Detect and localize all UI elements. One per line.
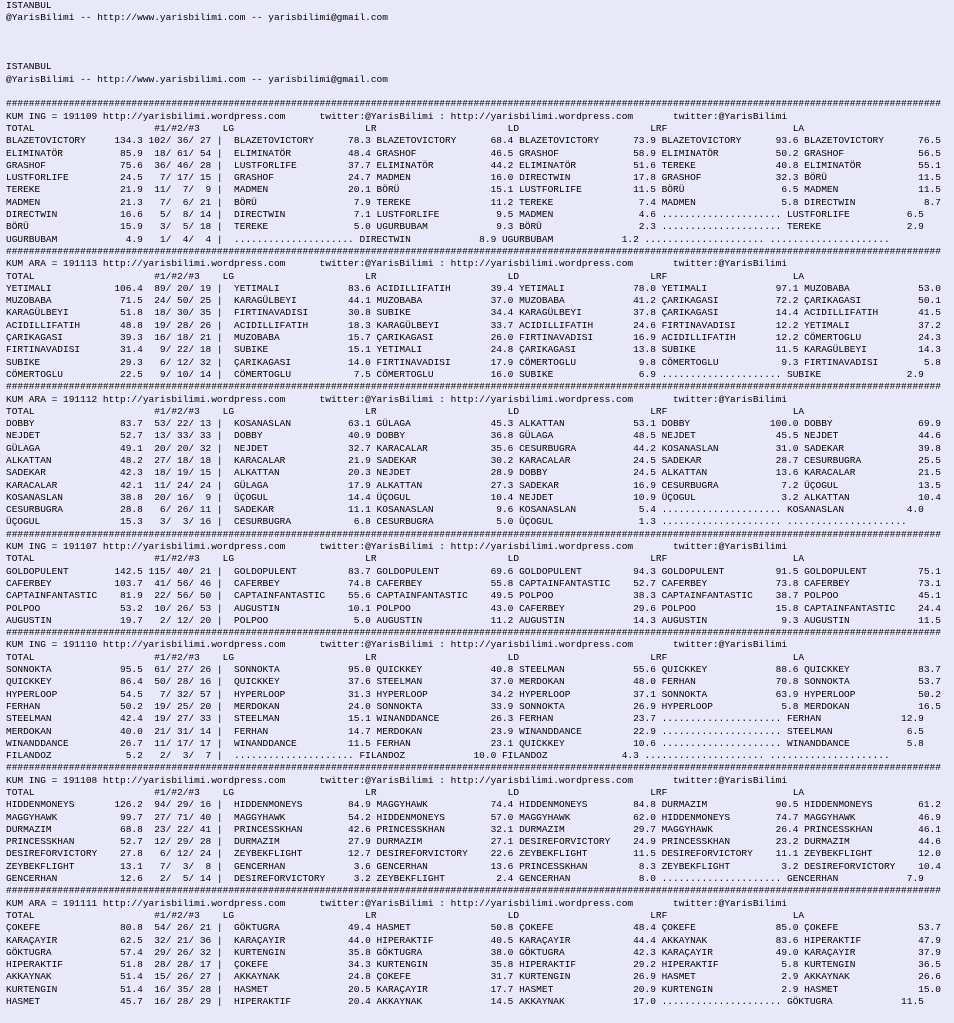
table-row: GOLDOPULENT 142.5 115/ 40/ 21 | GOLDOPULENT 83.7 GOLDOPULENT 69.6 GOLDOPULENT 94.3 GOLDOPULENT 91.5 GOLDOPULENT 75.1 bbox=[6, 565, 941, 577]
blank-line bbox=[6, 86, 954, 98]
column-header: TOTAL #1/#2/#3 LG LR LD LRF LA bbox=[6, 270, 805, 282]
table-row: GENCERHAN 12.6 2/ 5/ 14 | DESIREFORVICTORY 3.2 ZEYBEKFLIGHT 2.4 GENCERHAN 8.0 ..................... GENCERHAN 7.9 bbox=[6, 873, 924, 885]
table-row: MADMEN 21.3 7/ 6/ 21 | BÖRÜ 7.9 TEREKE 11.2 TEREKE 7.4 MADMEN 5.8 DIRECTWIN 8.7 bbox=[6, 196, 941, 208]
table-row: ÇARIKAGASI 39.3 16/ 18/ 21 | MUZOBABA 15.7 ÇARIKAGASI 26.0 FIRTINAVADISI 16.9 ACIDILLIFATIH 12.2 CÖMERTOGLU 24.3 bbox=[6, 332, 941, 344]
table-row: QUICKKEY 86.4 50/ 28/ 16 | QUICKKEY 37.6 STEELMAN 37.0 MERDOKAN 48.0 FERHAN 70.8 SONNOKTA 53.7 bbox=[6, 676, 941, 688]
table-row: SONNOKTA 95.5 61/ 27/ 26 | SONNOKTA 95.0 QUICKKEY 40.8 STEELMAN 55.6 QUICKKEY 88.6 QUICKKEY 83.7 bbox=[6, 664, 941, 676]
separator-line: #################################################################################################################################################################### bbox=[6, 381, 941, 393]
contact-line: @YarisBilimi -- http://www.yarisbilimi.com -- yarisbilimi@gmail.com bbox=[6, 12, 388, 24]
blank-line bbox=[6, 49, 954, 61]
column-header: TOTAL #1/#2/#3 LG LR LD LRF LA bbox=[6, 405, 805, 417]
table-row: YETIMALI 106.4 89/ 20/ 19 | YETIMALI 83.6 ACIDILLIFATIH 39.4 YETIMALI 78.0 YETIMALI 97.1 MUZOBABA 53.0 bbox=[6, 282, 941, 294]
column-header: TOTAL #1/#2/#3 LG LR LD LRF LA bbox=[6, 651, 805, 663]
table-row: ÜÇOGUL 15.3 3/ 3/ 16 | CESURBUGRA 6.8 CESURBUGRA 5.0 ÜÇOGUL 1.3 ..................... ..................... bbox=[6, 516, 907, 528]
column-header: TOTAL #1/#2/#3 LG LR LD LRF LA bbox=[6, 122, 805, 134]
table-row: POLPOO 53.2 10/ 26/ 53 | AUGUSTIN 10.1 POLPOO 43.0 CAFERBEY 29.6 POLPOO 15.8 CAPTAINFANTASTIC 24.4 bbox=[6, 602, 941, 614]
table-row: KARAÇAYIR 62.5 32/ 21/ 36 | KARAÇAYIR 44.0 HIPERAKTIF 40.5 KARAÇAYIR 44.4 AKKAYNAK 83.6 HIPERAKTIF 47.9 bbox=[6, 934, 941, 946]
table-row: AKKAYNAK 51.4 15/ 26/ 27 | AKKAYNAK 24.8 ÇOKEFE 31.7 KURTENGIN 26.9 HASMET 2.9 AKKAYNAK 26.6 bbox=[6, 971, 941, 983]
table-row: BÖRÜ 15.9 3/ 5/ 18 | TEREKE 5.0 UGURBUBAM 9.3 BÖRÜ 2.3 ..................... TEREKE 2.9 bbox=[6, 221, 924, 233]
table-row: MAGGYHAWK 99.7 27/ 71/ 40 | MAGGYHAWK 54.2 HIDDENMONEYS 57.0 MAGGYHAWK 62.0 HIDDENMONEYS 74.7 MAGGYHAWK 46.9 bbox=[6, 811, 941, 823]
table-row: ALKATTAN 48.2 27/ 18/ 18 | KARACALAR 21.9 SADEKAR 30.2 KARACALAR 24.5 SADEKAR 28.7 CESURBUGRA 25.5 bbox=[6, 454, 941, 466]
location-title: ISTANBUL bbox=[6, 61, 52, 73]
table-row: DURMAZIM 68.8 23/ 22/ 41 | PRINCESSKHAN 42.6 PRINCESSKHAN 32.1 DURMAZIM 29.7 MAGGYHAWK 26.4 PRINCESSKHAN 46.1 bbox=[6, 823, 941, 835]
blank-line bbox=[6, 25, 954, 37]
table-row: CESURBUGRA 28.8 6/ 26/ 11 | SADEKAR 11.1 KOSANASLAN 9.6 KOSANASLAN 5.4 ..................... KOSANASLAN 4.0 bbox=[6, 504, 924, 516]
contact-line: @YarisBilimi -- http://www.yarisbilimi.com -- yarisbilimi@gmail.com bbox=[6, 73, 388, 85]
table-row: LUSTFORLIFE 24.5 7/ 17/ 15 | GRASHOF 24.7 MADMEN 16.0 DIRECTWIN 17.8 GRASHOF 32.3 BÖRÜ 11.5 bbox=[6, 172, 941, 184]
table-row: GRASHOF 75.6 36/ 46/ 28 | LUSTFORLIFE 37.7 ELIMINATÖR 44.2 ELIMINATÖR 51.6 TEREKE 40.8 ELIMINATÖR 55.1 bbox=[6, 159, 941, 171]
separator-line: #################################################################################################################################################################### bbox=[6, 98, 941, 110]
blank-line bbox=[6, 37, 954, 49]
race-header: KUM ARA = 191112 http://yarisbilimi.wordpress.com twitter:@YarisBilimi : http://yarisbilimi.wordpress.com twitter:@YarisBilimi bbox=[6, 393, 788, 405]
table-row: FIRTINAVADISI 31.4 9/ 22/ 18 | SUBIKE 15.1 YETIMALI 24.8 ÇARIKAGASI 13.8 SUBIKE 11.5 KARAGÜLBEYI 14.3 bbox=[6, 344, 941, 356]
race-header: KUM ARA = 191113 http://yarisbilimi.wordpress.com twitter:@YarisBilimi : http://yarisbilimi.wordpress.com twitter:@YarisBilimi bbox=[6, 258, 788, 270]
table-row: BLAZETOVICTORY 134.3 102/ 36/ 27 | BLAZETOVICTORY 78.3 BLAZETOVICTORY 68.4 BLAZETOVICTORY 73.9 BLAZETOVICTORY 93.6 BLAZETOVICTORY 76.5 bbox=[6, 135, 941, 147]
table-row: DOBBY 83.7 53/ 22/ 13 | KOSANASLAN 63.1 GÜLAGA 45.3 ALKATTAN 53.1 DOBBY 100.0 DOBBY 69.9 bbox=[6, 418, 941, 430]
column-header: TOTAL #1/#2/#3 LG LR LD LRF LA bbox=[6, 909, 805, 921]
separator-line: #################################################################################################################################################################### bbox=[6, 762, 941, 774]
table-row: NEJDET 52.7 13/ 33/ 33 | DOBBY 40.9 DOBBY 36.8 GÜLAGA 48.5 NEJDET 45.5 NEJDET 44.6 bbox=[6, 430, 941, 442]
table-row: UGURBUBAM 4.9 1/ 4/ 4 | ..................... DIRECTWIN 8.9 UGURBUBAM 1.2 ..................... ..................... bbox=[6, 233, 890, 245]
table-row: DESIREFORVICTORY 27.8 6/ 12/ 24 | ZEYBEKFLIGHT 12.7 DESIREFORVICTORY 22.6 ZEYBEKFLIGHT 11.5 DESIREFORVICTORY 11.1 ZEYBEKFLIGHT 12.0 bbox=[6, 848, 941, 860]
table-row: KARAGÜLBEYI 51.8 18/ 30/ 35 | FIRTINAVADISI 30.8 SUBIKE 34.4 KARAGÜLBEYI 37.8 ÇARIKAGASI 14.4 ACIDILLIFATIH 41.5 bbox=[6, 307, 941, 319]
race-header: KUM ING = 191110 http://yarisbilimi.wordpress.com twitter:@YarisBilimi : http://yarisbilimi.wordpress.com twitter:@YarisBilimi bbox=[6, 639, 788, 651]
separator-line: #################################################################################################################################################################### bbox=[6, 528, 941, 540]
table-row: ACIDILLIFATIH 48.8 19/ 28/ 26 | ACIDILLIFATIH 18.3 KARAGÜLBEYI 33.7 ACIDILLIFATIH 24.6 FIRTINAVADISI 12.2 YETIMALI 37.2 bbox=[6, 319, 941, 331]
table-row: TEREKE 21.9 11/ 7/ 9 | MADMEN 20.1 BÖRÜ 15.1 LUSTFORLIFE 11.5 BÖRÜ 6.5 MADMEN 11.5 bbox=[6, 184, 941, 196]
column-header: TOTAL #1/#2/#3 LG LR LD LRF LA bbox=[6, 553, 805, 565]
table-row: MERDOKAN 40.0 21/ 31/ 14 | FERHAN 14.7 MERDOKAN 23.9 WINANDDANCE 22.9 ..................... STEELMAN 6.5 bbox=[6, 725, 924, 737]
separator-line: #################################################################################################################################################################### bbox=[6, 245, 941, 257]
table-row: SADEKAR 42.3 18/ 19/ 15 | ALKATTAN 20.3 NEJDET 28.9 DOBBY 24.5 ALKATTAN 13.6 KARACALAR 21.5 bbox=[6, 467, 941, 479]
race-header: KUM ING = 191109 http://yarisbilimi.wordpress.com twitter:@YarisBilimi : http://yarisbilimi.wordpress.com twitter:@YarisBilimi bbox=[6, 110, 788, 122]
table-row: HYPERLOOP 54.5 7/ 32/ 57 | HYPERLOOP 31.3 HYPERLOOP 34.2 HYPERLOOP 37.1 SONNOKTA 63.9 HYPERLOOP 50.2 bbox=[6, 688, 941, 700]
table-row: KOSANASLAN 38.8 20/ 16/ 9 | ÜÇOGUL 14.4 ÜÇOGUL 10.4 NEJDET 10.9 ÜÇOGUL 3.2 ALKATTAN 10.4 bbox=[6, 491, 941, 503]
table-row: GÜLAGA 49.1 20/ 20/ 32 | NEJDET 32.7 KARACALAR 35.6 CESURBUGRA 44.2 KOSANASLAN 31.0 SADEKAR 39.8 bbox=[6, 442, 941, 454]
table-row: DIRECTWIN 16.6 5/ 8/ 14 | DIRECTWIN 7.1 LUSTFORLIFE 9.5 MADMEN 4.6 ..................... LUSTFORLIFE 6.5 bbox=[6, 209, 924, 221]
table-row: HIPERAKTIF 51.8 28/ 28/ 17 | ÇOKEFE 34.3 KURTENGIN 35.8 HIPERAKTIF 29.2 HIPERAKTIF 5.8 KURTENGIN 36.5 bbox=[6, 959, 941, 971]
table-row: ÇOKEFE 80.8 54/ 26/ 21 | GÖKTUGRA 49.4 HASMET 50.8 ÇOKEFE 48.4 ÇOKEFE 85.0 ÇOKEFE 53.7 bbox=[6, 922, 941, 934]
table-row: FERHAN 50.2 19/ 25/ 20 | MERDOKAN 24.0 SONNOKTA 33.9 SONNOKTA 26.9 HYPERLOOP 5.8 MERDOKAN 16.5 bbox=[6, 700, 941, 712]
table-row: CAFERBEY 103.7 41/ 56/ 46 | CAFERBEY 74.8 CAFERBEY 55.8 CAPTAINFANTASTIC 52.7 CAFERBEY 73.8 CAFERBEY 73.1 bbox=[6, 577, 941, 589]
race-header: KUM ING = 191108 http://yarisbilimi.wordpress.com twitter:@YarisBilimi : http://yarisbilimi.wordpress.com twitter:@YarisBilimi bbox=[6, 774, 788, 786]
table-row: HIDDENMONEYS 126.2 94/ 29/ 16 | HIDDENMONEYS 84.9 MAGGYHAWK 74.4 HIDDENMONEYS 84.8 DURMAZIM 90.5 HIDDENMONEYS 61.2 bbox=[6, 799, 941, 811]
table-row: ELIMINATÖR 85.9 18/ 61/ 54 | ELIMINATÖR 48.4 GRASHOF 46.5 GRASHOF 58.9 ELIMINATÖR 50.2 GRASHOF 56.5 bbox=[6, 147, 941, 159]
table-row: SUBIKE 29.3 6/ 12/ 32 | ÇARIKAGASI 14.0 FIRTINAVADISI 17.9 CÖMERTOGLU 9.8 CÖMERTOGLU 9.3 FIRTINAVADISI 5.8 bbox=[6, 356, 941, 368]
table-row: KARACALAR 42.1 11/ 24/ 24 | GÜLAGA 17.9 ALKATTAN 27.3 SADEKAR 16.9 CESURBUGRA 7.2 ÜÇOGUL 13.5 bbox=[6, 479, 941, 491]
table-row: AUGUSTIN 19.7 2/ 12/ 20 | POLPOO 5.0 AUGUSTIN 11.2 AUGUSTIN 14.3 AUGUSTIN 9.3 AUGUSTIN 11.5 bbox=[6, 614, 941, 626]
table-row: HASMET 45.7 16/ 28/ 29 | HIPERAKTIF 20.4 AKKAYNAK 14.5 AKKAYNAK 17.0 ..................... GÖKTUGRA 11.5 bbox=[6, 996, 924, 1008]
table-row: GÖKTUGRA 57.4 29/ 26/ 32 | KURTENGIN 35.8 GÖKTUGRA 38.0 GÖKTUGRA 42.3 KARAÇAYIR 49.0 KARAÇAYIR 37.9 bbox=[6, 946, 941, 958]
table-row: PRINCESSKHAN 52.7 12/ 29/ 28 | DURMAZIM 27.9 DURMAZIM 27.1 DESIREFORVICTORY 24.9 PRINCESSKHAN 23.2 DURMAZIM 44.6 bbox=[6, 836, 941, 848]
table-row: STEELMAN 42.4 19/ 27/ 33 | STEELMAN 15.1 WINANDDANCE 26.3 FERHAN 23.7 ..................... FERHAN 12.9 bbox=[6, 713, 924, 725]
table-row: CÖMERTOGLU 22.5 9/ 10/ 14 | CÖMERTOGLU 7.5 CÖMERTOGLU 16.0 SUBIKE 6.9 ..................... SUBIKE 2.9 bbox=[6, 368, 924, 380]
table-row: MUZOBABA 71.5 24/ 50/ 25 | KARAGÜLBEYI 44.1 MUZOBABA 37.0 MUZOBABA 41.2 ÇARIKAGASI 72.2 ÇARIKAGASI 50.1 bbox=[6, 295, 941, 307]
separator-line: #################################################################################################################################################################### bbox=[6, 885, 941, 897]
table-row: ZEYBEKFLIGHT 13.1 7/ 3/ 8 | GENCERHAN 3.6 GENCERHAN 13.6 PRINCESSKHAN 8.3 ZEYBEKFLIGHT 3.2 DESIREFORVICTORY 10.4 bbox=[6, 860, 941, 872]
race-header: KUM ARA = 191111 http://yarisbilimi.wordpress.com twitter:@YarisBilimi : http://yarisbilimi.wordpress.com twitter:@YarisBilimi bbox=[6, 897, 788, 909]
table-row: CAPTAINFANTASTIC 81.9 22/ 56/ 50 | CAPTAINFANTASTIC 55.6 CAPTAINFANTASTIC 49.5 POLPOO 38.3 CAPTAINFANTASTIC 38.7 POLPOO 45.1 bbox=[6, 590, 941, 602]
location-title: ISTANBUL bbox=[6, 0, 52, 11]
table-row: KURTENGIN 51.4 16/ 35/ 28 | HASMET 20.5 KARAÇAYIR 17.7 HASMET 20.9 KURTENGIN 2.9 HASMET 15.0 bbox=[6, 983, 941, 995]
race-header: KUM ING = 191107 http://yarisbilimi.wordpress.com twitter:@YarisBilimi : http://yarisbilimi.wordpress.com twitter:@YarisBilimi bbox=[6, 541, 788, 553]
table-row: WINANDDANCE 26.7 11/ 17/ 17 | WINANDDANCE 11.5 FERHAN 23.1 QUICKKEY 10.6 ..................... WINANDDANCE 5.8 bbox=[6, 737, 924, 749]
table-row: FILANDOZ 5.2 2/ 3/ 7 | ..................... FILANDOZ 10.0 FILANDOZ 4.3 ..................... ..................... bbox=[6, 750, 890, 762]
column-header: TOTAL #1/#2/#3 LG LR LD LRF LA bbox=[6, 787, 805, 798]
separator-line: #################################################################################################################################################################### bbox=[6, 627, 941, 639]
